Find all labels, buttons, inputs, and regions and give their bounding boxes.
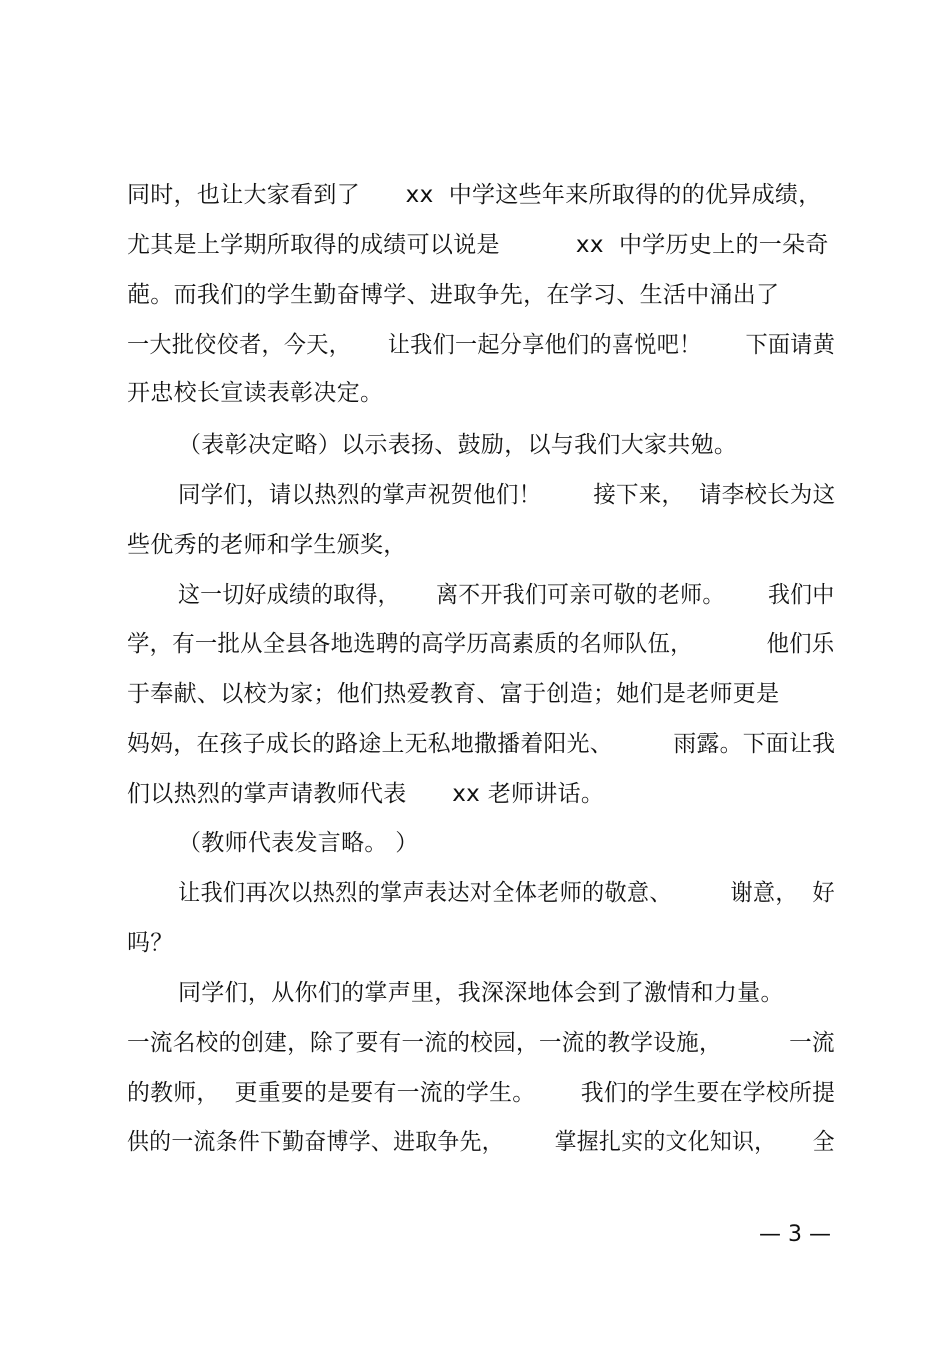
text-line: 学，有一批从全县各地选聘的高学历高素质的名师队伍， 他们乐 — [127, 631, 835, 657]
text-line: （教师代表发言略。 ） — [178, 830, 419, 856]
text-line: 一流名校的创建，除了要有一流的校园，一流的教学设施， 一流 — [127, 1030, 835, 1056]
text-line: 吗？ — [127, 930, 174, 956]
text-line: 同学们，从你们的掌声里，我深深地体会到了激情和力量。 — [178, 980, 784, 1006]
text-line: 开忠校长宣读表彰决定。 — [127, 380, 384, 406]
text-line: 同学们，请以热烈的掌声祝贺他们！ 接下来， 请李校长为这 — [178, 482, 836, 508]
text-line: 同时，也让大家看到了 xx 中学这些年来所取得的的优异成绩， — [127, 182, 822, 208]
text-line: 们以热烈的掌声请教师代表 xx 老师讲话。 — [127, 781, 605, 807]
text-line: 这一切好成绩的取得， 离不开我们可亲可敬的老师。 我们中 — [178, 582, 835, 608]
page-number: — 3 — — [759, 1222, 831, 1247]
text-line: 的教师， 更重要的是要有一流的学生。 我们的学生要在学校所提 — [127, 1080, 836, 1106]
text-line: 让我们再次以热烈的掌声表达对全体老师的敬意、 谢意， 好 — [178, 880, 835, 906]
text-line: （表彰决定略）以示表扬、鼓励，以与我们大家共勉。 — [178, 432, 738, 458]
text-line: 葩。而我们的学生勤奋博学、进取争先，在学习、生活中涌出了 — [127, 282, 780, 308]
text-line: 妈妈，在孩子成长的路途上无私地撒播着阳光、 雨露。下面让我 — [127, 731, 836, 757]
text-line: 于奉献、以校为家；他们热爱教育、富于创造；她们是老师更是 — [127, 681, 780, 707]
text-line: 些优秀的老师和学生颁奖， — [127, 532, 407, 558]
text-line: 供的一流条件下勤奋博学、进取争先， 掌握扎实的文化知识， 全 — [127, 1129, 835, 1155]
text-line: 尤其是上学期所取得的成绩可以说是 xx 中学历史上的一朵奇 — [127, 232, 829, 258]
text-line: 一大批佼佼者，今天， 让我们一起分享他们的喜悦吧！ 下面请黄 — [127, 332, 836, 358]
